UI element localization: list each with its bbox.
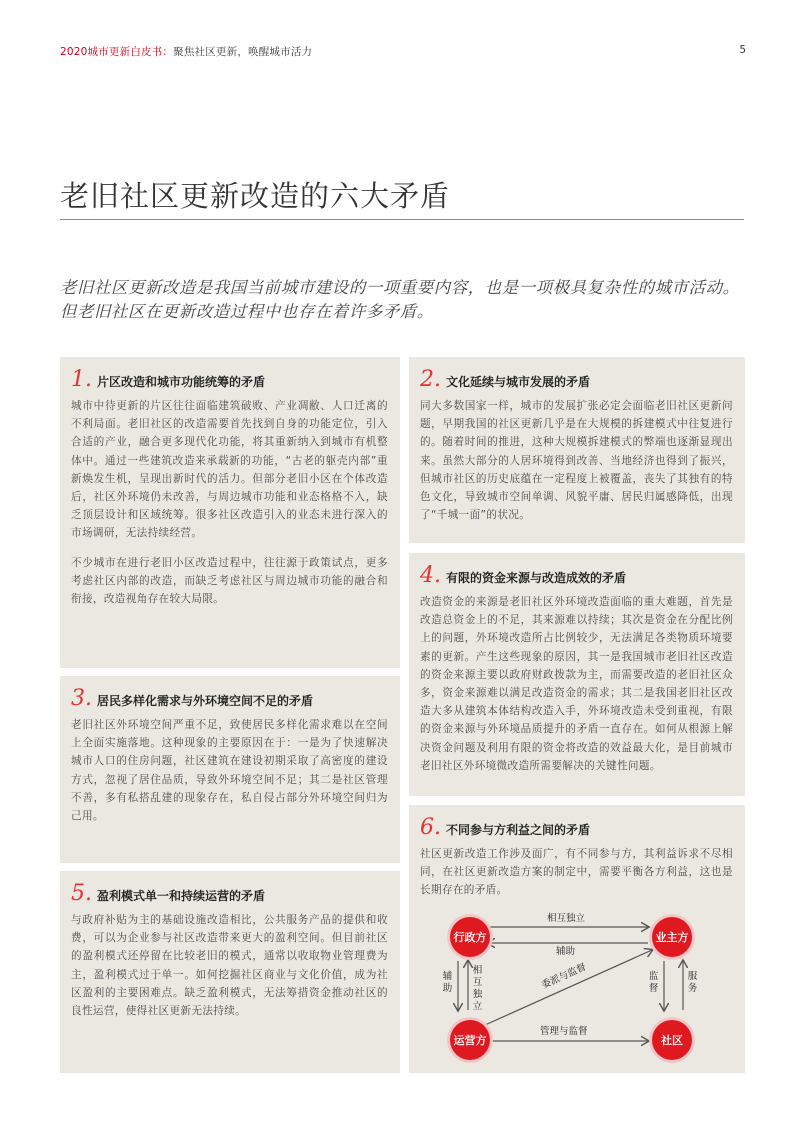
header-prefix: 2020城市更新白皮书： — [60, 46, 174, 58]
section-6-title: 不同参与方利益之间的矛盾 — [446, 823, 591, 837]
label-cooperate-supervise: 委派与监督 — [540, 961, 588, 992]
node-government: 行政方 — [450, 917, 490, 957]
section-4-heading — [420, 563, 733, 588]
section-2-heading — [420, 367, 733, 392]
section-4-paragraph: 改造资金的来源是老旧社区外环境改造面临的重大难题，首先是改造总资金上的不足，其来源难以持续；其次是资金在分配比例上的问题，外环境改造所占比例较少，无法满足各类物质环境要素的更新。产生这些现象的原因，其一是我国城市老旧社区改造的资金来源主要以政府财政拨款为主，而需要改造的老旧社区众多，资金来源难以满足改造资金的需求；其二是我国老旧社区改造大多从建筑本体结构改造入手，外环境改造未受到重视，有限的资金来源与外环境品质提升的矛盾一直存在。如何从根源上解决资金问题及利用有限的资金将改造的效益最大化，是目前城市老旧社区外环境微改造所需要解决的关键性问题。 — [420, 596, 733, 772]
section-6-number: 6. — [420, 815, 441, 840]
section-4-box — [409, 553, 745, 796]
section-1-heading — [71, 367, 388, 392]
running-header — [60, 44, 312, 59]
section-3-box — [60, 676, 400, 863]
section-3-number: 3. — [71, 686, 92, 711]
page-number: 5 — [739, 44, 746, 56]
section-3-title: 居民多样化需求与外环境空间不足的矛盾 — [97, 694, 314, 708]
section-3-heading — [71, 686, 388, 711]
section-5-number: 5. — [71, 881, 92, 906]
section-4-title: 有限的资金来源与改造成效的矛盾 — [446, 571, 627, 585]
node-community: 社区 — [652, 1020, 692, 1060]
section-2-paragraph: 同大多数国家一样，城市的发展扩张必定会面临老旧社区更新问题，早期我国的社区更新几乎是在大规模的拆建模式中往复进行的。随着时间的推进，这种大规模拆建模式的弊端也逐渐显现出来。虽然大部分的人居环境得到改善、当地经济也得到了振兴，但城市社区的历史底蕴在一定程度上被覆盖，丧失了其独有的特色文化，导致城市空间单调、风貌平庸、居民归属感降低，出现了“千城一面”的状况。 — [420, 400, 733, 522]
page-title: 老旧社区更新改造的六大矛盾 — [60, 179, 451, 213]
section-5-paragraph: 与政府补贴为主的基础设施改造相比，公共服务产品的提供和收费，可以为企业参与社区改造带来更大的盈利空间。但目前社区的盈利模式还停留在比较老旧的模式，通常以收取物业管理费为主，盈利模式过于单一。如何挖掘社区商业与文化价值，成为社区盈利的主要困难点。缺乏盈利模式，无法筹措资金推动社区的良性运营，使得社区更新无法持续。 — [71, 914, 388, 1018]
section-1-title: 片区改造和城市功能统筹的矛盾 — [97, 375, 266, 389]
label-independent-left: 相互独立 — [472, 965, 483, 1012]
section-5-heading — [71, 881, 388, 906]
stakeholder-diagram — [430, 905, 726, 1060]
label-assist-top: 辅助 — [556, 946, 576, 957]
header-subtitle: 聚焦社区更新，唤醒城市活力 — [173, 46, 313, 58]
node-owner: 业主方 — [652, 917, 692, 957]
section-1-paragraph: 不少城市在进行老旧小区改造过程中，往往源于政策试点，更多考虑社区内部的改造，而缺乏考虑社区与周边城市功能的融合和衔接，改造视角存在较大局限。 — [71, 556, 388, 606]
section-6-heading — [420, 815, 733, 840]
section-2-title: 文化延续与城市发展的矛盾 — [446, 375, 591, 389]
intro-paragraph: 老旧社区更新改造是我国当前城市建设的一项重要内容，也是一项极具复杂性的城市活动。但老旧社区在更新改造过程中也存在着许多矛盾。 — [60, 278, 740, 321]
label-manage-supervise: 管理与监督 — [540, 1026, 588, 1037]
section-2-box — [409, 357, 745, 543]
arrow-diagonal — [485, 950, 652, 1025]
section-4-number: 4. — [420, 563, 441, 588]
section-5-title: 盈利模式单一和持续运营的矛盾 — [97, 889, 266, 903]
label-assist-left: 辅助 — [442, 971, 453, 994]
node-operator: 运营方 — [450, 1020, 490, 1060]
title-divider — [60, 219, 744, 220]
label-independent-top: 相互独立 — [547, 913, 586, 924]
section-2-number: 2. — [420, 367, 441, 392]
section-6-paragraph: 社区更新改造工作涉及面广，有不同参与方，其利益诉求不尽相同，在社区更新改造方案的制定中，需要平衡各方利益，这也是长期存在的矛盾。 — [420, 848, 733, 897]
section-3-paragraph: 老旧社区外环境空间严重不足，致使居民多样化需求难以在空间上全面实施落地。这种现象的主要原因在于：一是为了快速解决城市人口的住房问题，社区建筑在建设初期采取了高密度的建设方式，忽视了居住品质，导致外环境空间不足；其二是社区管理不善，多有私搭乱建的现象存在，私自侵占部分外环境空间归为己用。 — [71, 719, 388, 823]
label-supervise-right: 监督 — [648, 971, 659, 994]
section-1-number: 1. — [71, 367, 92, 392]
section-1-paragraph: 城市中待更新的片区往往面临建筑破败、产业凋敝、人口迁离的不利局面。老旧社区的改造需要首先找到自身的功能定位，引入合适的产业，融合更多现代化功能，将其重新纳入到城市有机整体中。通过一些建筑改造来承载新的功能，“古老的躯壳内部”重新焕发生机，呈现出新时代的活力。但部分老旧小区在个体改造后，社区外环境仍未改善，与周边城市功能和业态格格不入，缺乏顶层设计和区域统筹。很多社区改造引入的业态未进行深入的市场调研，无法持续经营。 — [71, 400, 388, 540]
section-5-box — [60, 871, 400, 1073]
section-1-box — [60, 357, 400, 668]
label-service-right: 服务 — [687, 971, 698, 994]
